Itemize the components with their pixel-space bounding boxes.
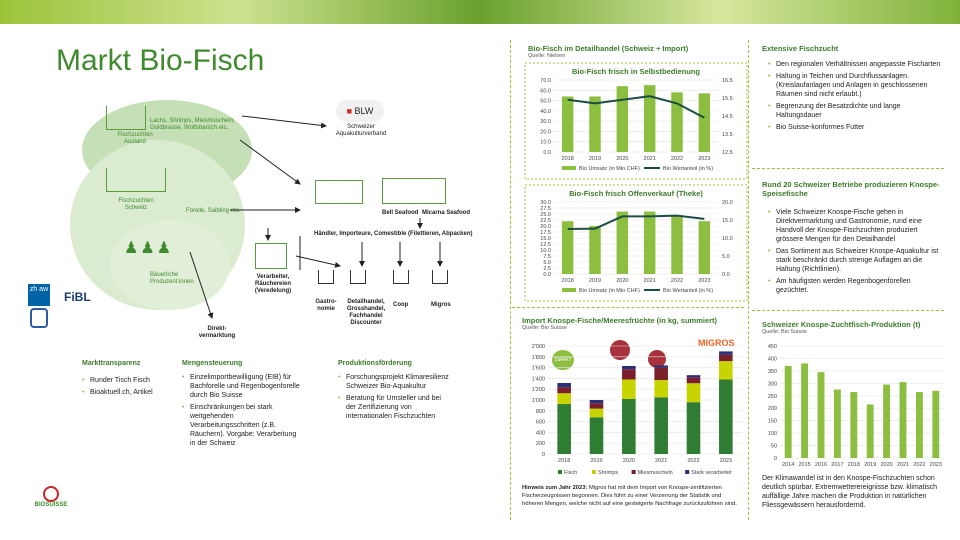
x-tick-label: 2014 <box>782 462 795 468</box>
detail-label: Detailhandel, Grosshandel, Fachhandel Discounter <box>346 299 386 326</box>
list-item: • Bio Suisse-konformes Futter <box>768 123 944 132</box>
zucht-title: Schweizer Knospe-Zuchtfisch-Produktion (t) <box>762 320 921 329</box>
legend-swatch <box>685 470 689 474</box>
bar <box>785 366 792 458</box>
bar-segment <box>654 397 668 454</box>
x-tick-label: 2018 <box>558 458 571 464</box>
chart-zucht <box>756 338 948 472</box>
rund20-title: Rund 20 Schweizer Betriebe produzieren Knospe-Speisefische <box>762 180 940 198</box>
list-item: • Einzelimportbewilligung (EIB) für Bachforelle und Regenbogenforelle durch Bio Suisse <box>182 373 300 400</box>
bar <box>850 392 857 458</box>
bar <box>671 92 682 152</box>
mengen-list <box>182 373 300 451</box>
bell-label: Bell Seafood <box>382 210 419 216</box>
y-tick-label: 70.0 <box>540 78 551 84</box>
y2-tick-label: 13.5 <box>722 132 733 138</box>
bar <box>932 391 939 458</box>
y-tick-label: 1'200 <box>531 387 545 394</box>
swiss-shield-icon: ■ <box>346 106 353 116</box>
y2-tick-label: 15.0 <box>722 218 733 224</box>
zhaw-logo: zh aw <box>28 284 50 306</box>
micarna-label: Micarna Seafood <box>422 210 471 216</box>
detail-source: Quelle: Nielsen <box>528 53 566 59</box>
y-tick-label: 25.0 <box>540 212 551 218</box>
detail-title: Bio-Fisch im Detailhandel (Schweiz + Import) <box>528 44 689 53</box>
legend-swatch <box>558 470 562 474</box>
import-source: Quelle: Bio Suisse <box>522 325 567 331</box>
bar-segment <box>557 404 571 454</box>
y-tick-label: 400 <box>767 356 777 363</box>
y-tick-label: 2'000 <box>531 344 545 350</box>
bar-segment <box>654 365 668 367</box>
x-tick-label: 2023 <box>719 458 732 464</box>
y-tick-label: 800 <box>535 408 545 415</box>
y-tick-label: 30.0 <box>540 119 551 126</box>
x-tick-label: 2021 <box>643 278 656 284</box>
y-tick-label: 5.0 <box>543 260 551 266</box>
chart-frame <box>525 185 747 301</box>
x-tick-label: 2022 <box>670 278 684 284</box>
y-tick-label: 450 <box>767 344 777 350</box>
bar <box>801 363 808 458</box>
x-tick-label: 2019 <box>864 462 877 468</box>
bud-icon <box>43 486 59 502</box>
y-tick-label: 200 <box>535 441 545 448</box>
bar <box>699 221 710 274</box>
bar-segment <box>654 380 668 397</box>
biosuisse-logo <box>26 486 76 508</box>
x-tick-label: 2019 <box>588 156 602 162</box>
legend-swatch <box>562 288 576 292</box>
y-tick-label: 100 <box>767 431 777 438</box>
people-icon: ♟♟♟ <box>124 240 174 257</box>
y-tick-label: 0.0 <box>543 150 551 156</box>
bar-segment <box>557 383 571 387</box>
blw-label: Schweizer Aquakulturverband <box>335 124 387 137</box>
migros-logo: MIGROS <box>698 338 735 348</box>
bar <box>617 212 628 274</box>
haendler-label: Händler, Importeure, Comestible (Filettieren, Abpacken) <box>314 231 473 237</box>
x-tick-label: 2018 <box>847 462 860 468</box>
y-tick-label: 400 <box>535 430 545 437</box>
x-tick-label: 2023 <box>698 278 711 284</box>
bar-segment <box>590 409 604 418</box>
bar <box>699 93 710 152</box>
x-tick-label: 2021 <box>896 462 910 468</box>
y-tick-label: 17.5 <box>540 230 551 236</box>
x-tick-label: 2022 <box>670 156 684 162</box>
x-tick-label: 2016 <box>814 462 828 468</box>
baeuerliche-label: Bäuerliche Produzent:innen <box>150 272 194 285</box>
import-title: Import Knospe-Fische/Meeresfrüchte (in kg, summiert) <box>522 316 718 325</box>
y-tick-label: 27.5 <box>540 206 551 212</box>
bar <box>883 385 890 458</box>
series-line <box>568 216 705 229</box>
y-tick-label: 7.5 <box>543 254 551 260</box>
y2-tick-label: 14.5 <box>722 114 733 120</box>
b-logo <box>30 308 48 328</box>
y-tick-label: 40.0 <box>540 108 551 115</box>
bar-segment <box>719 355 733 361</box>
chart-title: Bio-Fisch frisch Offenverkauf (Theke) <box>569 189 703 198</box>
list-item: • Einschränkungen bei stark weitgehenden Verarbeitungsschritten (z.B. Räuchern). Vorgabe: Verarbeitung in der Schweiz <box>182 403 300 448</box>
list-item: • Forschungsprojekt Klimaresilienz Schweizer Bio-Aquakultur <box>338 373 450 391</box>
x-tick-label: 2018 <box>561 156 574 162</box>
bar-segment <box>687 375 701 377</box>
bar <box>617 86 628 152</box>
legend-label: Bio Umsatz (in Mio CHF) <box>579 166 640 172</box>
bar <box>818 372 825 458</box>
chart-selbstbedienung <box>524 62 748 180</box>
x-tick-label: 2019 <box>588 278 602 284</box>
bar <box>671 216 682 274</box>
import-note-label: Hinweis zum Jahr 2023: <box>522 485 588 491</box>
verarbeiter-label: Verarbeiter, Räuchereien (Veredelung) <box>254 274 292 294</box>
bar-segment <box>687 383 701 402</box>
x-tick-label: 2020 <box>880 462 893 468</box>
x-tick-label: 2023 <box>698 156 711 162</box>
x-tick-label: 2021 <box>643 156 656 162</box>
list-item: • Bioaktuell.ch, Artikel <box>82 388 172 397</box>
bar-segment <box>654 368 668 380</box>
y-tick-label: 200 <box>767 406 777 413</box>
rund20-list <box>768 208 944 298</box>
bar-segment <box>557 387 571 393</box>
bar-segment <box>590 417 604 454</box>
y-tick-label: 15.0 <box>540 236 551 242</box>
legend-label: Bio Umsatz (in Mio CHF) <box>579 288 640 294</box>
chart-offenverkauf <box>524 184 748 302</box>
y-tick-label: 10.0 <box>540 139 551 146</box>
bar-segment <box>590 400 604 403</box>
bar <box>644 212 655 274</box>
migros-label: Migros <box>431 302 451 308</box>
x-tick-label: 2022 <box>687 458 700 464</box>
x-tick-label: 2020 <box>616 156 629 162</box>
y2-tick-label: 10.0 <box>722 236 733 242</box>
y-tick-label: 22.5 <box>540 218 551 224</box>
bar-segment <box>590 403 604 408</box>
y-tick-label: 0 <box>773 456 777 462</box>
chart-import <box>520 340 746 482</box>
y-tick-label: 10.0 <box>540 248 551 254</box>
chart-title: Bio-Fisch frisch in Selbstbedienung <box>572 67 700 76</box>
divider <box>748 40 749 520</box>
page-title: Markt Bio-Fisch <box>56 44 265 77</box>
y-tick-label: 300 <box>767 381 777 388</box>
bar-segment <box>622 379 636 398</box>
list-item: • Das Sortiment aus Schweizer Knospe-Aquakultur ist stark beschränkt durch strenge Auflagen an die Haltung (Richtlinien). <box>768 247 944 274</box>
bar <box>644 85 655 152</box>
mengen-title: Mengensteuerung <box>182 360 243 367</box>
bar <box>900 382 907 458</box>
y-tick-label: 12.5 <box>540 242 551 248</box>
legend-label: Bio Wertanteil (in %) <box>663 166 714 172</box>
zucht-source: Quelle: Bio Suisse <box>762 329 807 335</box>
bar-segment <box>687 402 701 454</box>
x-tick-label: 2022 <box>913 462 926 468</box>
y-tick-label: 250 <box>767 393 777 400</box>
x-tick-label: 2020 <box>622 458 635 464</box>
markt-title: Markttransparenz <box>82 360 141 367</box>
bar <box>867 404 874 458</box>
y2-tick-label: 15.5 <box>722 96 733 102</box>
y2-tick-label: 5.0 <box>722 254 730 260</box>
y-tick-label: 1'400 <box>531 376 545 383</box>
list-item: • Viele Schweizer Knospe-Fische gehen in Direktvermarktung und Gastronomie, rund eine Handvoll der Knospe-Fischzuchten produziert grössere Mengen für den Detailhandel <box>768 208 944 244</box>
y-tick-label: 50.0 <box>540 98 551 105</box>
y-tick-label: 1'800 <box>531 354 545 361</box>
ausland-label: Fischzuchten Ausland <box>117 132 153 145</box>
list-item: • Am häufigsten werden Regenbogenforellen gezüchtet. <box>768 277 944 295</box>
bar-segment <box>719 351 733 354</box>
prod-title: Produktionsförderung <box>338 360 412 367</box>
series-line <box>568 96 705 118</box>
bar <box>589 96 600 152</box>
zucht-note: Der Klimawandel ist in den Knospe-Fischzuchten schon deutlich spürbar. Extremwetterereignisse bzw. klimatisch auffällige Jahre machen die Produktion in natürlichen Fliessgewässern herausfordernd. <box>762 475 938 509</box>
legend-swatch <box>562 166 576 170</box>
bar-segment <box>687 377 701 383</box>
legend-label: Miesmuscheln <box>637 470 673 476</box>
y-tick-label: 600 <box>535 419 545 426</box>
x-tick-label: 2015 <box>798 462 811 468</box>
prod-list <box>338 373 450 424</box>
x-tick-label: 2017 <box>831 462 844 468</box>
bar-segment <box>557 393 571 404</box>
x-tick-label: 2020 <box>616 278 629 284</box>
y-tick-label: 0 <box>541 452 545 458</box>
bar <box>562 96 573 152</box>
y-tick-label: 150 <box>767 418 777 425</box>
bar-segment <box>622 366 636 369</box>
legend-swatch <box>632 470 636 474</box>
x-tick-label: 2021 <box>655 458 668 464</box>
y-tick-label: 350 <box>767 368 777 375</box>
bar-segment <box>719 379 733 454</box>
y-tick-label: 30.0 <box>540 200 551 206</box>
legend-label: Shrimps <box>598 470 619 476</box>
forelle-label: Forelle, Saibling etc. <box>186 208 241 214</box>
divider <box>512 307 744 308</box>
y-tick-label: 20.0 <box>540 129 551 136</box>
list-item: • Beratung für Umsteller und bei der Zertifizierung von internationalen Fischzuchten <box>338 394 450 421</box>
legend-label: Bio Wertanteil (in %) <box>663 288 714 294</box>
smart-badge: SMART <box>552 350 574 370</box>
legend-label: Fisch <box>564 470 578 476</box>
extensive-list <box>768 60 944 135</box>
y2-tick-label: 20.0 <box>722 200 733 206</box>
y2-tick-label: 12.5 <box>722 150 733 156</box>
y-tick-label: 50 <box>770 443 777 450</box>
gastro-label: Gastro-nomie <box>315 299 337 312</box>
y-tick-label: 0.0 <box>543 272 551 278</box>
list-item: • Den regionalen Verhältnissen angepasste Fischarten <box>768 60 944 69</box>
y2-tick-label: 16.5 <box>722 78 733 84</box>
y2-tick-label: 0.0 <box>722 272 730 278</box>
list-item: • Haltung in Teichen und Durchflussanlagen. (Kreislaufanlagen und Anlagen in geschlossenen Räumen sind nicht erlaubt.) <box>768 72 944 99</box>
direkt-label: Direkt-vermarktung <box>198 326 236 339</box>
extensive-title: Extensive Fischzucht <box>762 44 839 53</box>
bar-segment <box>622 369 636 379</box>
y-tick-label: 1'600 <box>531 365 545 372</box>
import-note <box>522 484 744 508</box>
bar-segment <box>622 399 636 454</box>
schweiz-label: Fischzuchten Schweiz <box>118 198 154 211</box>
x-tick-label: 2023 <box>929 462 942 468</box>
bar <box>834 390 841 458</box>
ausland-list: Lachs, Shrimps, Miesmuscheln, Goldbrasse, Wolfsbarsch etc. <box>150 118 235 131</box>
legend-swatch <box>592 470 596 474</box>
y-tick-label: 60.0 <box>540 88 551 95</box>
markt-list <box>82 376 172 400</box>
x-tick-label: 2018 <box>561 278 574 284</box>
biosuisse-text: BIOSUISSE <box>34 502 68 508</box>
bar-segment <box>719 361 733 379</box>
y-tick-label: 2.5 <box>543 266 551 272</box>
y-tick-label: 1'000 <box>531 398 545 404</box>
blw-text: BLW <box>354 106 374 116</box>
bar <box>589 226 600 274</box>
list-item: • Begrenzung der Besatzdichte und lange Haltungsdauer <box>768 102 944 120</box>
flow-arrows <box>0 0 480 340</box>
coop-label: Coop <box>393 302 409 308</box>
divider <box>752 168 944 169</box>
list-item: • Runder Tisch Fisch <box>82 376 172 385</box>
bar <box>916 392 923 458</box>
divider <box>510 40 511 520</box>
fibl-logo: FiBL <box>64 290 91 304</box>
x-tick-label: 2019 <box>590 458 603 464</box>
divider <box>752 310 944 311</box>
legend-label: Stark verarbeitet <box>691 470 732 476</box>
y-tick-label: 20.0 <box>540 224 551 230</box>
import-note-text: Migros hat mit dem Import von Knospe-zertifizierten Fischerzeugnissen begonnen. Dies führt zu einer Verzerrung der Statistik und höheren Mengen, welche nicht auf eine gesteigerte Nachfrage zurückzuführen sind. <box>522 485 737 507</box>
